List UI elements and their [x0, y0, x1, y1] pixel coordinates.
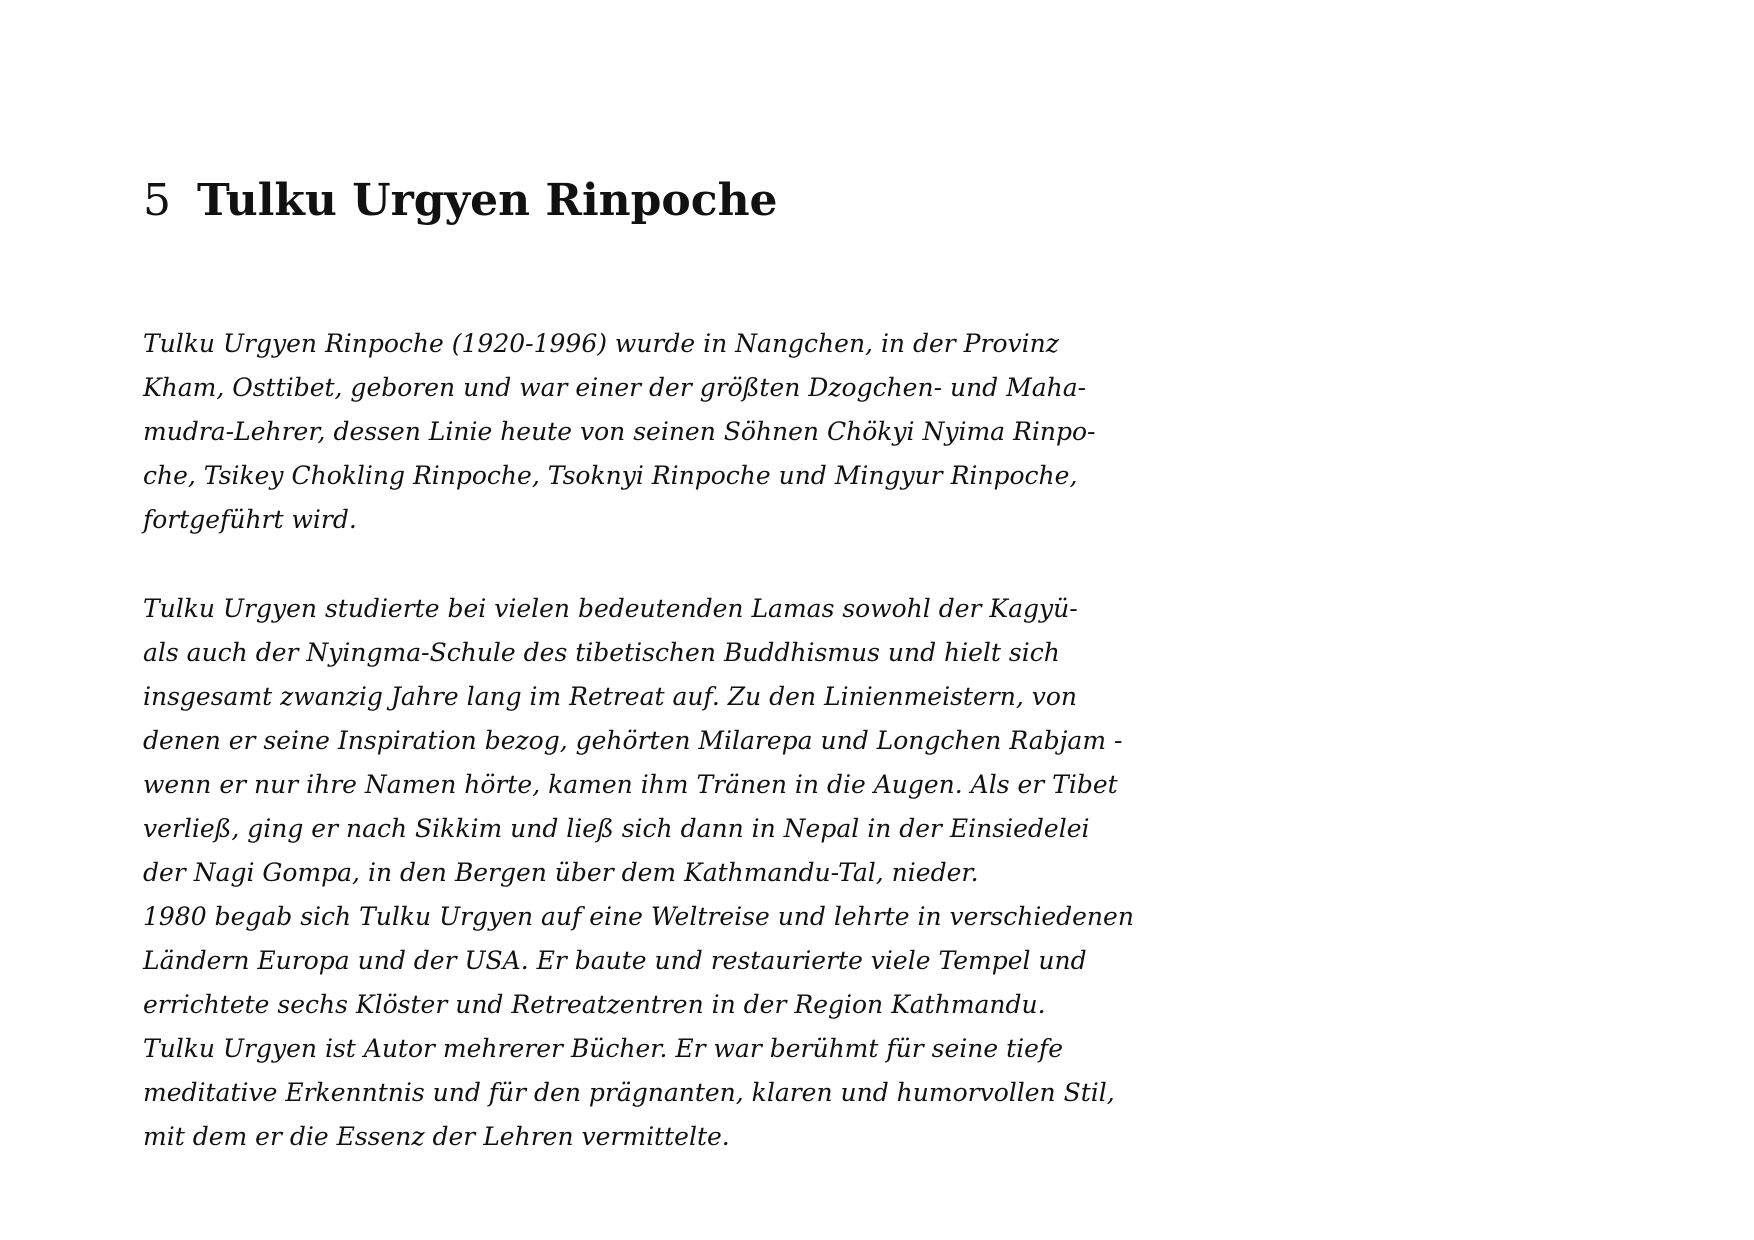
text-line: meditative Erkenntnis und für den prägnanten, klaren und humorvollen Stil,	[143, 1078, 1115, 1107]
text-line: mit dem er die Essenz der Lehren vermittelte.	[143, 1122, 730, 1151]
text-line: fortgeführt wird.	[143, 505, 357, 534]
chapter-number: 5	[143, 175, 171, 226]
paragraph-2	[143, 587, 1134, 1159]
text-line: errichtete sechs Klöster und Retreatzentren in der Region Kathmandu.	[143, 990, 1046, 1019]
paragraph-1	[143, 322, 1096, 542]
text-line: Ländern Europa und der USA. Er baute und restaurierte viele Tempel und	[143, 946, 1087, 975]
text-line: 1980 begab sich Tulku Urgyen auf eine Weltreise und lehrte in verschiedenen	[143, 902, 1134, 931]
text-line: insgesamt zwanzig Jahre lang im Retreat auf. Zu den Linienmeistern, von	[143, 682, 1077, 711]
text-line: denen er seine Inspiration bezog, gehörten Milarepa und Longchen Rabjam -	[143, 726, 1123, 755]
text-line: mudra-Lehrer, dessen Linie heute von seinen Söhnen Chökyi Nyima Rinpo-	[143, 417, 1096, 446]
text-line: wenn er nur ihre Namen hörte, kamen ihm Tränen in die Augen. Als er Tibet	[143, 770, 1118, 799]
chapter-heading	[143, 171, 778, 231]
text-line: che, Tsikey Chokling Rinpoche, Tsoknyi Rinpoche und Mingyur Rinpoche,	[143, 461, 1078, 490]
text-line: Tulku Urgyen Rinpoche (1920-1996) wurde in Nangchen, in der Provinz	[143, 329, 1059, 358]
chapter-title: Tulku Urgyen Rinpoche	[197, 175, 778, 226]
text-line: verließ, ging er nach Sikkim und ließ sich dann in Nepal in der Einsiedelei	[143, 814, 1090, 843]
text-line: als auch der Nyingma-Schule des tibetischen Buddhismus und hielt sich	[143, 638, 1060, 667]
text-line: Kham, Osttibet, geboren und war einer der größten Dzogchen- und Maha-	[143, 373, 1087, 402]
text-line: der Nagi Gompa, in den Bergen über dem Kathmandu-Tal, nieder.	[143, 858, 979, 887]
text-line: Tulku Urgyen studierte bei vielen bedeutenden Lamas sowohl der Kagyü-	[143, 594, 1078, 623]
text-line: Tulku Urgyen ist Autor mehrerer Bücher. Er war berühmt für seine tiefe	[143, 1034, 1063, 1063]
